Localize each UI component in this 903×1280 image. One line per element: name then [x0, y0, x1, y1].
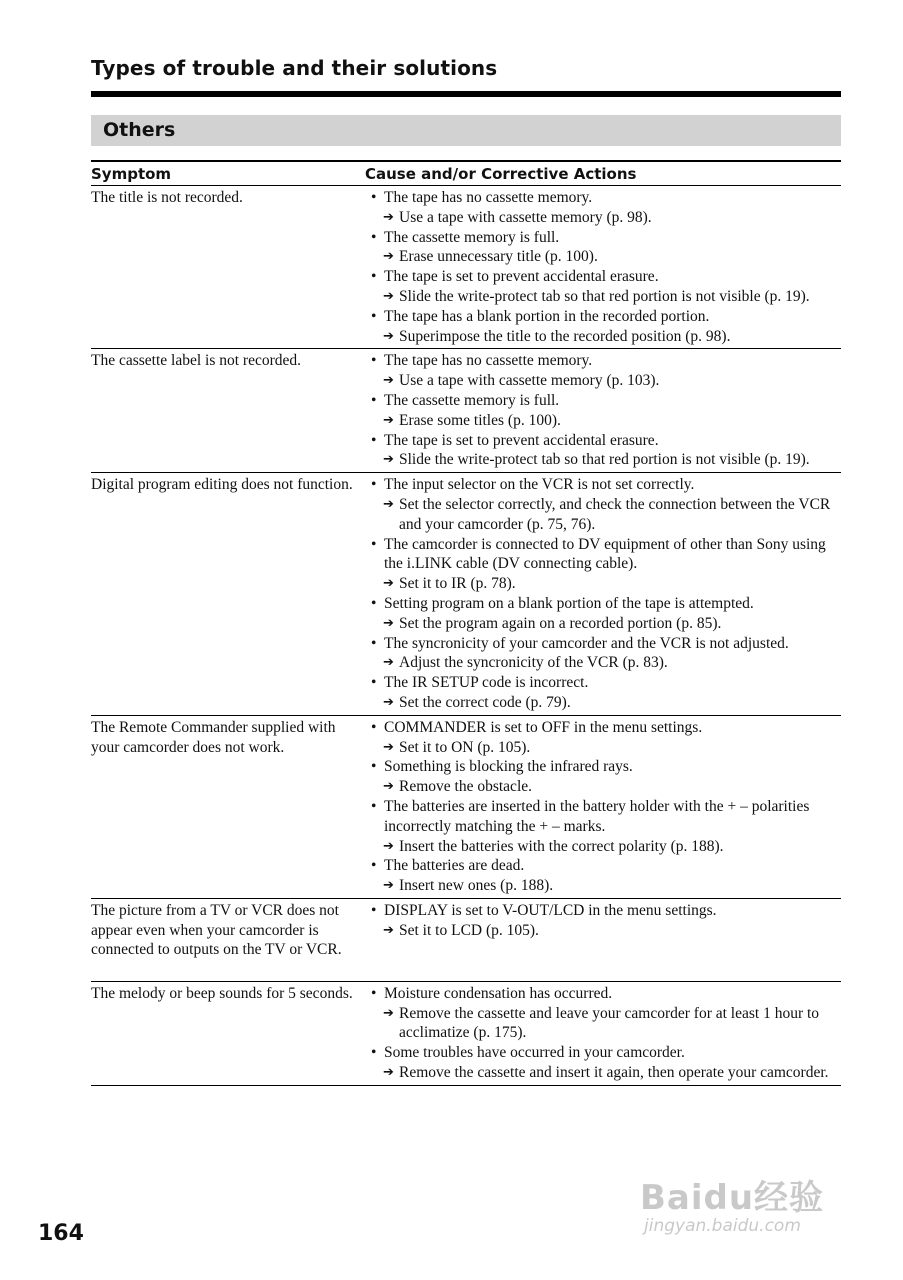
- action-text: Erase some titles (p. 100).: [399, 411, 561, 429]
- cause-item: • The batteries are dead.: [369, 856, 841, 876]
- arrow-icon: ➔: [383, 452, 394, 468]
- cause-cell: [369, 899, 841, 943]
- cause-item: • Something is blocking the infrared rays.: [369, 757, 841, 777]
- arrow-icon: ➔: [383, 288, 394, 304]
- symptom-cell: The Remote Commander supplied with your camcorder does not work.: [91, 718, 336, 756]
- cause-item: • Moisture condensation has occurred.: [369, 984, 841, 1004]
- arrow-icon: ➔: [383, 694, 394, 710]
- action-text: Remove the obstacle.: [399, 778, 532, 796]
- arrow-icon: ➔: [383, 878, 394, 894]
- action-text: Remove the cassette and leave your camcorder for at least 1 hour to acclimatize (p. 175).: [399, 1004, 820, 1042]
- action-item: [369, 574, 841, 594]
- cause-item: • The tape has no cassette memory.: [369, 351, 841, 371]
- action-text: Remove the cassette and insert it again, then operate your camcorder.: [399, 1064, 829, 1082]
- baidu-watermark: [640, 1170, 845, 1250]
- arrow-icon: ➔: [383, 838, 394, 854]
- column-header-symptom: Symptom: [91, 165, 172, 183]
- cause-cell: [369, 349, 841, 472]
- cause-item: • The cassette memory is full.: [369, 228, 841, 248]
- action-item: [369, 777, 841, 797]
- cause-item: • The camcorder is connected to DV equipment of other than Sony using the i.LINK cable (DV connecting cable).: [369, 535, 841, 575]
- arrow-icon: ➔: [383, 576, 394, 592]
- symptom-cell: The cassette label is not recorded.: [91, 352, 302, 370]
- action-item: [369, 693, 841, 713]
- action-item: [369, 450, 841, 470]
- cause-item: • The tape has a blank portion in the recorded portion.: [369, 307, 841, 327]
- action-text: Use a tape with cassette memory (p. 103).: [399, 372, 660, 390]
- cause-item: • The input selector on the VCR is not set correctly.: [369, 475, 841, 495]
- cause-item: • The tape is set to prevent accidental erasure.: [369, 431, 841, 451]
- cause-item: • The batteries are inserted in the battery holder with the + – polarities incorrectly matching the + – marks.: [369, 797, 841, 837]
- cause-item: • The cassette memory is full.: [369, 391, 841, 411]
- cause-item: • The syncronicity of your camcorder and the VCR is not adjusted.: [369, 634, 841, 654]
- arrow-icon: ➔: [383, 739, 394, 755]
- watermark-url: jingyan.baidu.com: [644, 1216, 801, 1236]
- action-text: Slide the write-protect tab so that red portion is not visible (p. 19).: [399, 451, 810, 469]
- cause-cell: [369, 982, 841, 1085]
- action-item: [369, 495, 841, 535]
- arrow-icon: ➔: [383, 412, 394, 428]
- trouble-table: [91, 186, 841, 1086]
- cause-cell: [369, 716, 841, 898]
- arrow-icon: ➔: [383, 496, 394, 512]
- table-top-rule: [91, 160, 841, 162]
- action-text: Set the selector correctly, and check the connection between the VCR and your camcorder (p. 75, 76).: [399, 495, 831, 533]
- action-text: Set it to LCD (p. 105).: [399, 921, 539, 939]
- section-band: [91, 115, 841, 146]
- action-item: [369, 327, 841, 347]
- action-text: Insert the batteries with the correct polarity (p. 188).: [399, 837, 724, 855]
- cause-item: • The tape is set to prevent accidental erasure.: [369, 267, 841, 287]
- cause-cell: [369, 186, 841, 348]
- table-row: [91, 716, 841, 899]
- cause-item: • DISPLAY is set to V-OUT/LCD in the menu settings.: [369, 901, 841, 921]
- table-row: [91, 982, 841, 1086]
- arrow-icon: ➔: [383, 655, 394, 671]
- cause-item: • The tape has no cassette memory.: [369, 188, 841, 208]
- action-item: [369, 1004, 841, 1044]
- title-rule: [91, 91, 841, 97]
- column-header-cause: Cause and/or Corrective Actions: [365, 165, 637, 183]
- cause-item: • COMMANDER is set to OFF in the menu settings.: [369, 718, 841, 738]
- arrow-icon: ➔: [383, 1005, 394, 1021]
- action-item: [369, 614, 841, 634]
- action-text: Superimpose the title to the recorded position (p. 98).: [399, 327, 731, 345]
- table-row: [91, 186, 841, 349]
- cause-cell: [369, 473, 841, 715]
- action-item: [369, 738, 841, 758]
- page-number: 164: [38, 1221, 84, 1246]
- symptom-cell: The picture from a TV or VCR does not appear even when your camcorder is connected to outputs on the TV or VCR.: [91, 901, 342, 959]
- section-title: Others: [103, 119, 176, 141]
- cause-item: • Setting program on a blank portion of the tape is attempted.: [369, 594, 841, 614]
- action-text: Slide the write-protect tab so that red portion is not visible (p. 19).: [399, 287, 810, 305]
- arrow-icon: ➔: [383, 615, 394, 631]
- action-text: Set it to ON (p. 105).: [399, 738, 531, 756]
- watermark-logo-text: Baidu经验: [640, 1178, 825, 1218]
- table-row: [91, 899, 841, 982]
- symptom-cell: Digital program editing does not function.: [91, 476, 353, 494]
- action-item: [369, 876, 841, 896]
- arrow-icon: ➔: [383, 373, 394, 389]
- action-item: [369, 247, 841, 267]
- action-item: [369, 411, 841, 431]
- arrow-icon: ➔: [383, 922, 394, 938]
- action-item: [369, 921, 841, 941]
- table-header: [91, 163, 841, 186]
- symptom-cell: The title is not recorded.: [91, 189, 243, 206]
- arrow-icon: ➔: [383, 1065, 394, 1081]
- action-item: [369, 653, 841, 673]
- action-item: [369, 208, 841, 228]
- action-text: Set it to IR (p. 78).: [399, 575, 516, 593]
- table-row: [91, 473, 841, 716]
- action-text: Use a tape with cassette memory (p. 98).: [399, 208, 652, 226]
- table-row: [91, 349, 841, 473]
- action-item: [369, 1063, 841, 1083]
- arrow-icon: ➔: [383, 249, 394, 265]
- symptom-cell: The melody or beep sounds for 5 seconds.: [91, 984, 353, 1002]
- arrow-icon: ➔: [383, 328, 394, 344]
- arrow-icon: ➔: [383, 779, 394, 795]
- cause-item: • Some troubles have occurred in your camcorder.: [369, 1043, 841, 1063]
- page-title: Types of trouble and their solutions: [91, 56, 498, 80]
- action-item: [369, 837, 841, 857]
- action-item: [369, 371, 841, 391]
- arrow-icon: ➔: [383, 209, 394, 225]
- action-text: Set the correct code (p. 79).: [399, 693, 571, 711]
- cause-item: • The IR SETUP code is incorrect.: [369, 673, 841, 693]
- action-text: Adjust the syncronicity of the VCR (p. 83).: [399, 654, 668, 672]
- action-text: Set the program again on a recorded portion (p. 85).: [399, 614, 722, 632]
- action-text: Erase unnecessary title (p. 100).: [399, 248, 598, 266]
- action-item: [369, 287, 841, 307]
- action-text: Insert new ones (p. 188).: [399, 877, 554, 895]
